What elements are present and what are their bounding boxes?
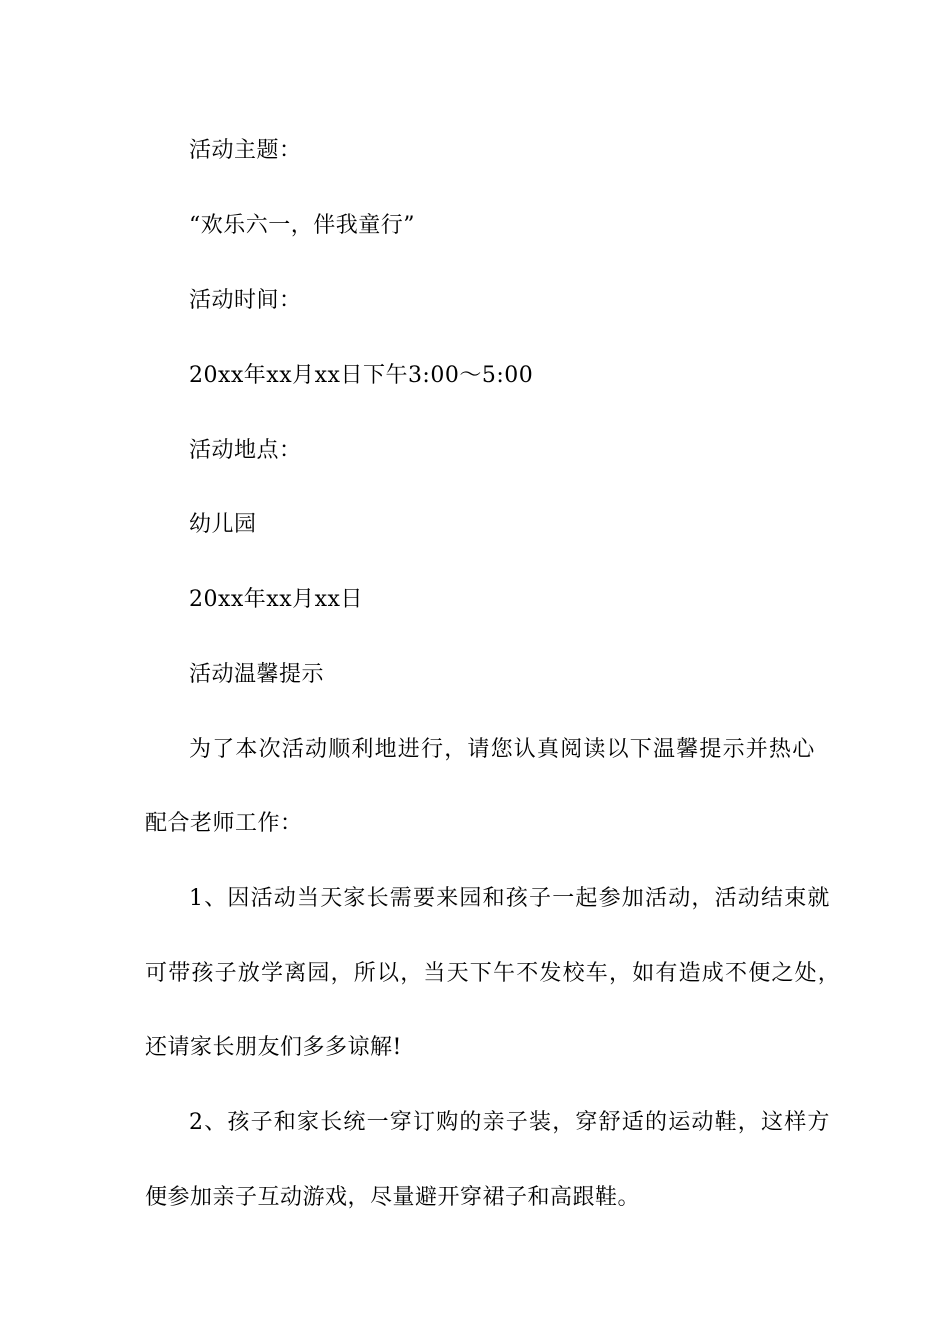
- tip-1-line-3: 还请家长朋友们多多谅解!: [145, 1035, 402, 1060]
- activity-time-value: 20xx年xx月xx日下午3:00～5:00: [189, 363, 534, 388]
- paragraph-intro-line-1: 为了本次活动顺利地进行，请您认真阅读以下温馨提示并热心: [189, 737, 816, 762]
- heading-activity-time: 活动时间：: [189, 288, 302, 313]
- heading-activity-theme: 活动主题：: [189, 138, 302, 163]
- heading-activity-location: 活动地点：: [189, 438, 302, 463]
- tip-1-line-1: 1、因活动当天家长需要来园和孩子一起参加活动，活动结束就: [189, 886, 831, 911]
- heading-tips: 活动温馨提示: [189, 662, 325, 687]
- activity-theme-value: “欢乐六一，伴我童行”: [189, 213, 415, 238]
- paragraph-intro-line-2: 配合老师工作：: [145, 811, 303, 836]
- tip-1-line-2: 可带孩子放学离园，所以，当天下午不发校车，如有造成不便之处，: [145, 961, 842, 986]
- activity-location-value: 幼儿园: [189, 512, 257, 537]
- tip-2-line-2: 便参加亲子互动游戏，尽量避开穿裙子和高跟鞋。: [145, 1185, 641, 1210]
- document-date: 20xx年xx月xx日: [189, 587, 363, 612]
- tip-2-line-1: 2、孩子和家长统一穿订购的亲子装，穿舒适的运动鞋，这样方: [189, 1110, 831, 1135]
